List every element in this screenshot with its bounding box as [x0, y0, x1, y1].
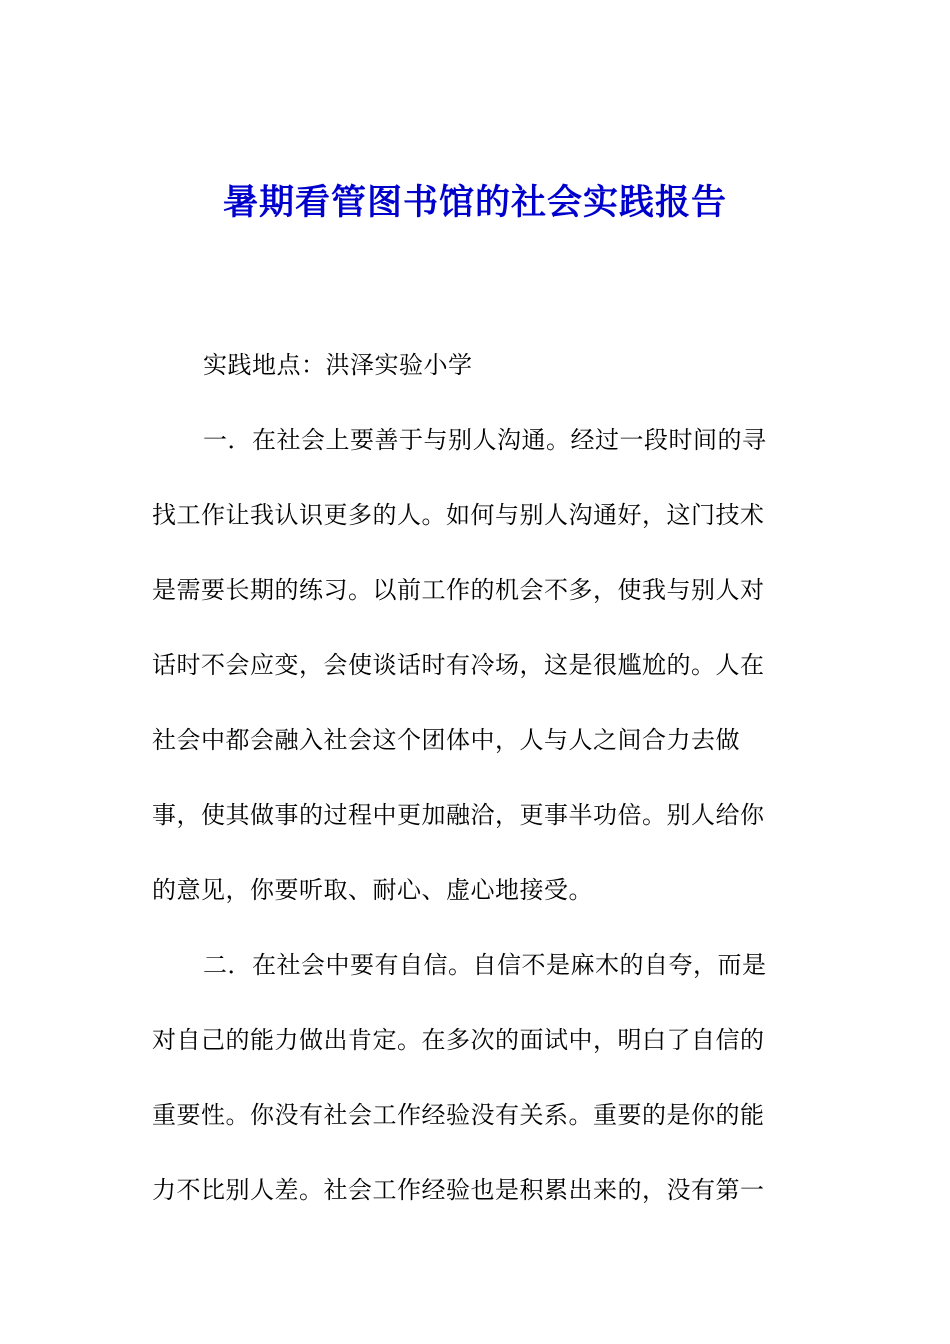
document-body — [152, 328, 792, 1228]
text-line: 二．在社会中要有自信。自信不是麻木的自夸，而是 — [203, 951, 767, 979]
text-line: 重要性。你没有社会工作经验没有关系。重要的是你的能 — [152, 1101, 765, 1129]
paragraph-confidence — [152, 928, 792, 1228]
text-line: 社会中都会融入社会这个团体中，人与人之间合力去做 — [152, 726, 740, 754]
paragraph-communication — [152, 403, 792, 928]
text-line: 事，使其做事的过程中更加融洽，更事半功倍。别人给你 — [152, 801, 765, 829]
paragraph-location — [152, 328, 792, 403]
text-line: 话时不会应变，会使谈话时有冷场，这是很尴尬的。人在 — [152, 651, 765, 679]
text-line: 是需要长期的练习。以前工作的机会不多，使我与别人对 — [152, 576, 765, 604]
text-line: 实践地点：洪泽实验小学 — [203, 351, 473, 379]
text-line: 力不比别人差。社会工作经验也是积累出来的，没有第一 — [152, 1176, 765, 1204]
document-title: 暑期看管图书馆的社会实践报告 — [222, 182, 727, 223]
text-line: 对自己的能力做出肯定。在多次的面试中，明白了自信的 — [152, 1026, 765, 1054]
text-line: 找工作让我认识更多的人。如何与别人沟通好，这门技术 — [152, 501, 765, 529]
text-line: 一．在社会上要善于与别人沟通。经过一段时间的寻 — [203, 426, 767, 454]
text-line: 的意见，你要听取、耐心、虚心地接受。 — [152, 876, 593, 904]
